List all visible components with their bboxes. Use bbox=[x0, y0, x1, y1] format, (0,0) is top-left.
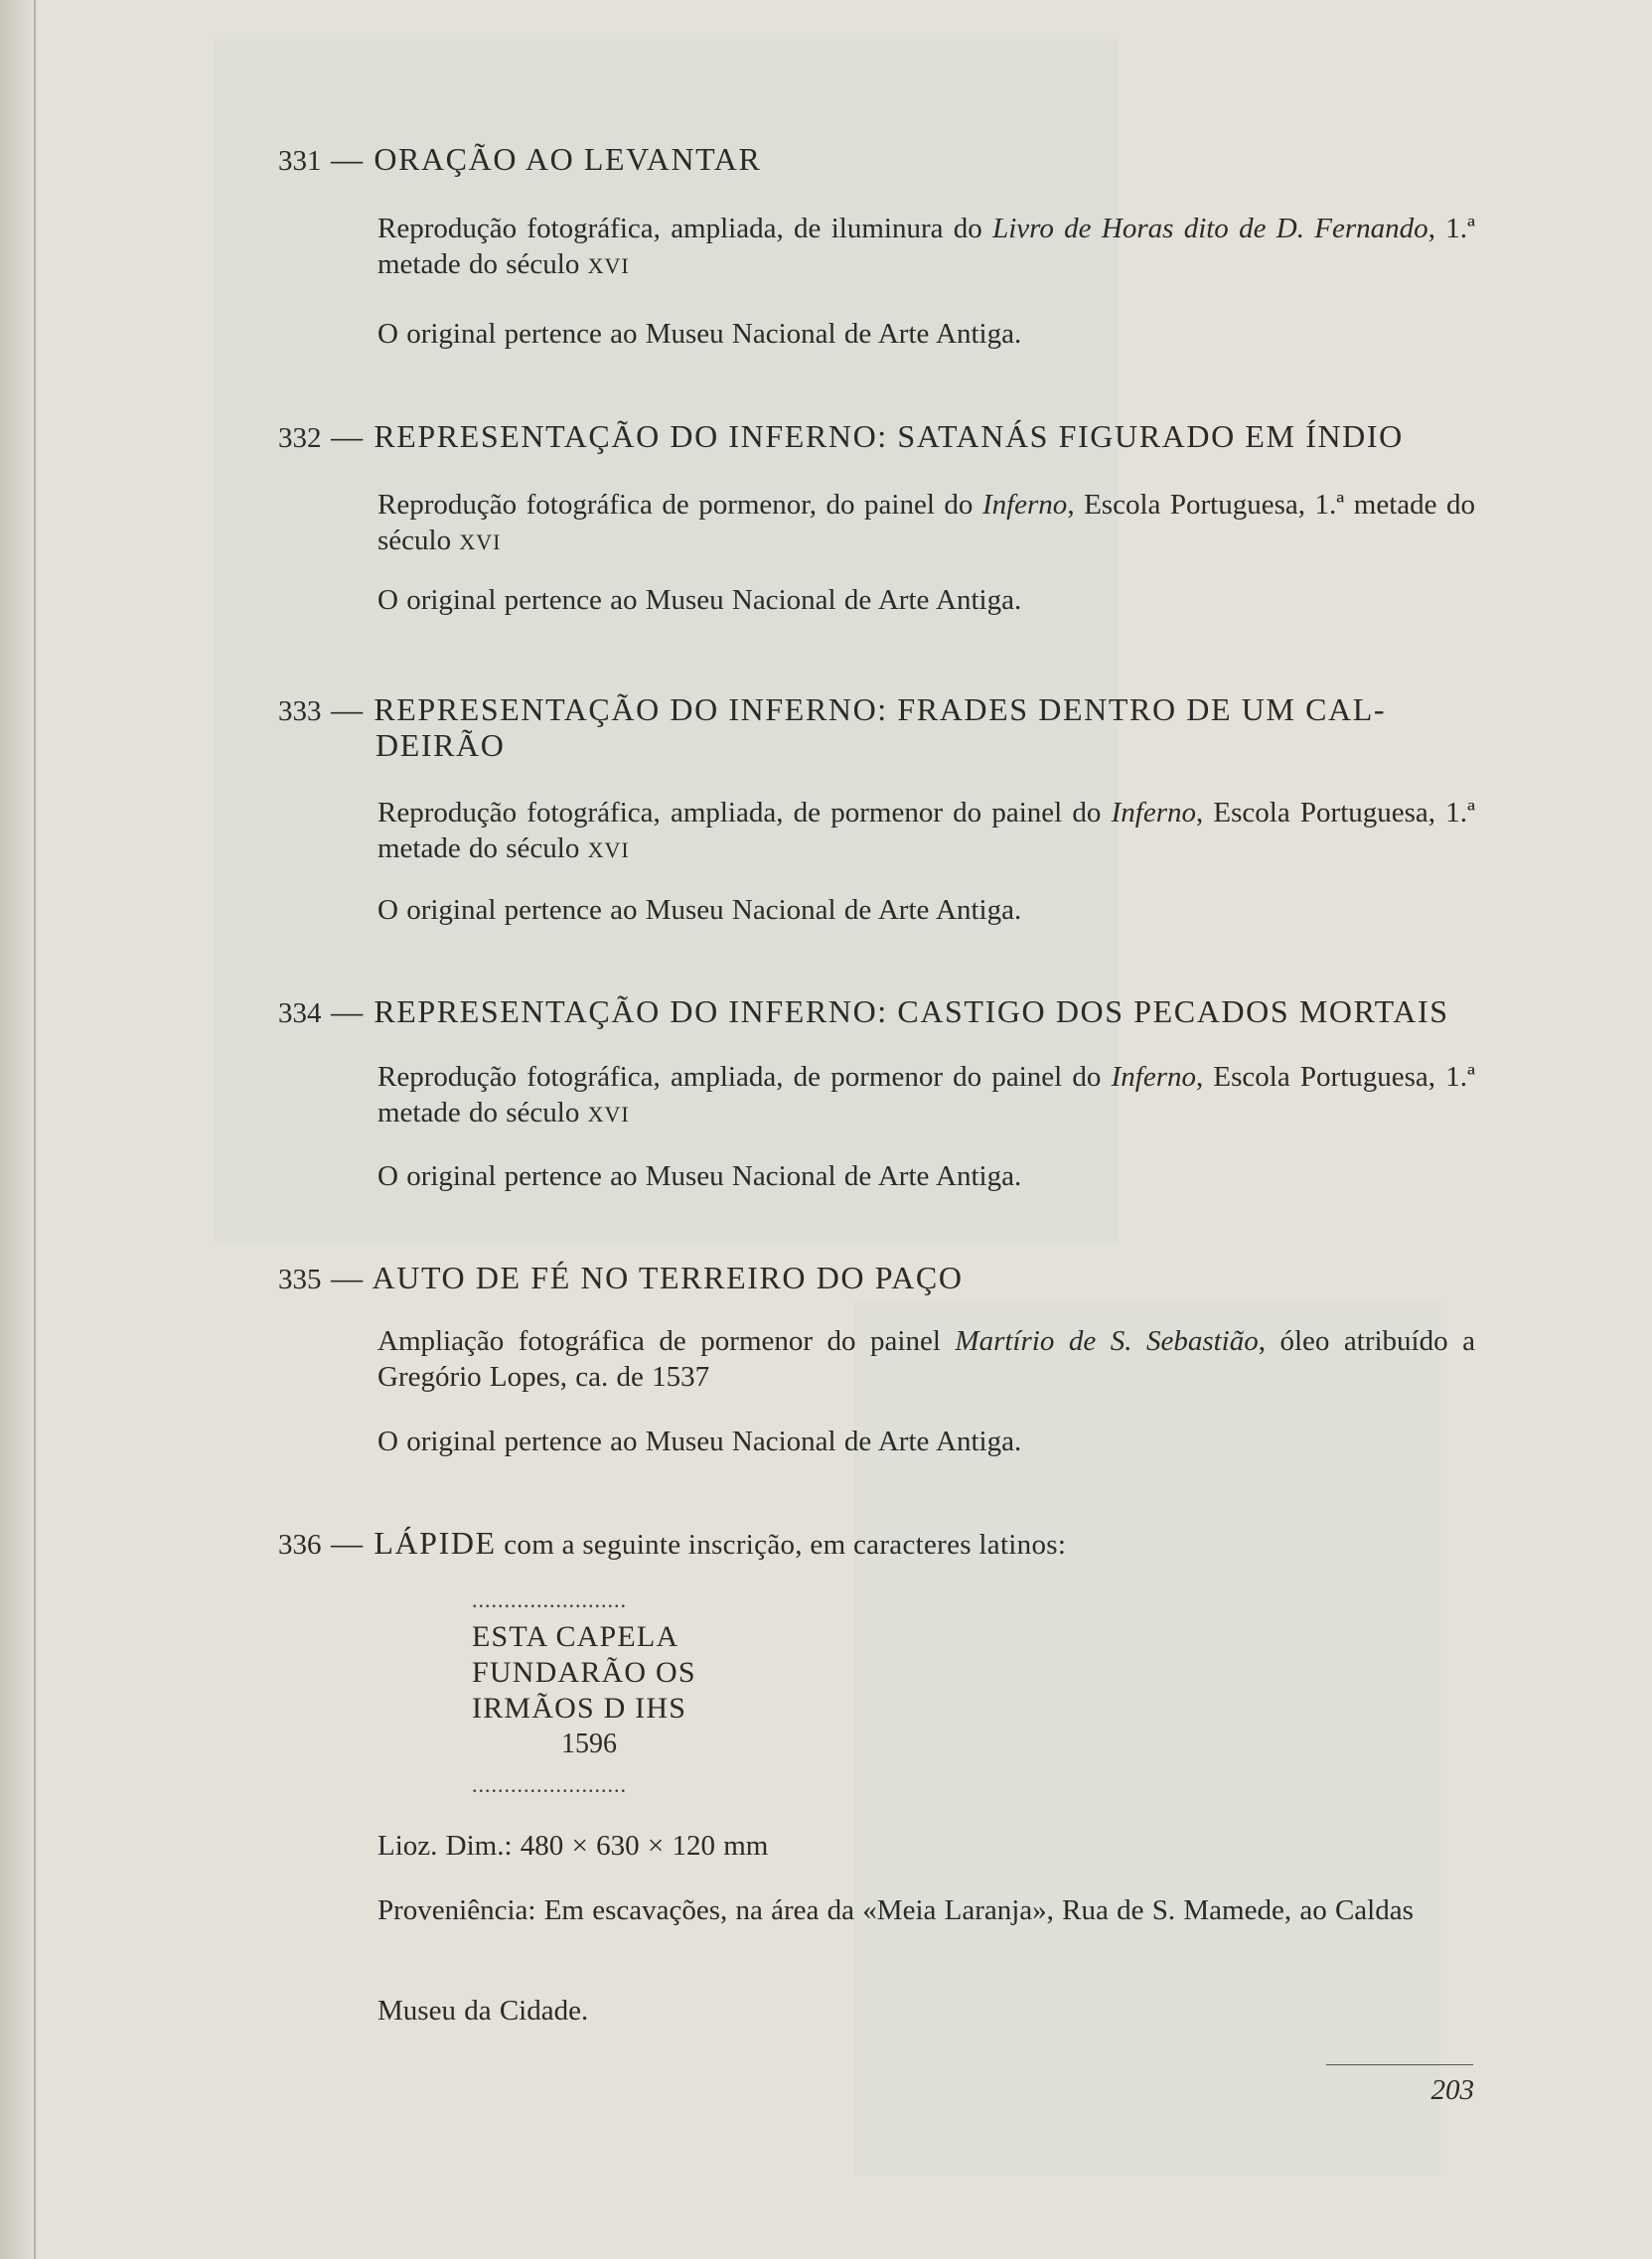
entry-332-owner: O original pertence ao Museu Nacional de Arte Antiga. bbox=[377, 584, 1022, 616]
entry-333-owner: O original pertence ao Museu Nacional de Arte Antiga. bbox=[377, 894, 1022, 926]
entry-335-description: Ampliação fotográfica de pormenor do painel Martírio de S. Sebastião, óleo atribuído a Gregório Lopes, ca. de 1537 bbox=[377, 1325, 1475, 1393]
entry-336-provenance: Proveniência: Em escavações, na área da «Meia Laranja», Rua de S. Mamede, ao Caldas bbox=[377, 1894, 1414, 1926]
footer-rule bbox=[1326, 2064, 1473, 2065]
entry-332-description: Reprodução fotográfica de pormenor, do painel do Inferno, Escola Portuguesa, 1.ª metade do século XVI bbox=[377, 489, 1475, 556]
inscription-line-3: IRMÃOS D IHS bbox=[472, 1692, 687, 1725]
page-binding-shadow bbox=[0, 0, 36, 2259]
entry-336-location: Museu da Cidade. bbox=[377, 1995, 589, 2027]
entry-331-owner: O original pertence ao Museu Nacional de Arte Antiga. bbox=[377, 318, 1022, 350]
entry-335-title: 335 — AUTO DE FÉ NO TERREIRO DO PAÇO bbox=[278, 1260, 964, 1295]
entry-334-title: 334 — REPRESENTAÇÃO DO INFERNO: CASTIGO DOS PECADOS MORTAIS bbox=[278, 993, 1449, 1029]
inscription-year: 1596 bbox=[561, 1729, 617, 1759]
entry-335-owner: O original pertence ao Museu Nacional de Arte Antiga. bbox=[377, 1426, 1022, 1457]
entry-336-material: Lioz. Dim.: 480 × 630 × 120 mm bbox=[377, 1830, 769, 1862]
entry-331-title: 331 — ORAÇÃO AO LEVANTAR bbox=[278, 141, 762, 177]
entry-332-title: 332 — REPRESENTAÇÃO DO INFERNO: SATANÁS FIGURADO EM ÍNDIO bbox=[278, 418, 1404, 454]
inscription-bottom-dots: ........................ bbox=[472, 1772, 627, 1797]
entry-334-description: Reprodução fotográfica, ampliada, de pormenor do painel do Inferno, Escola Portuguesa, 1.ª metade do século XVI bbox=[377, 1061, 1475, 1129]
entry-336-title: 336 — LÁPIDE com a seguinte inscrição, em caracteres latinos: bbox=[278, 1525, 1067, 1561]
page-number: 203 bbox=[1430, 2074, 1474, 2106]
entry-333-title: 333 — REPRESENTAÇÃO DO INFERNO: FRADES DENTRO DE UM CAL- bbox=[278, 691, 1387, 727]
page-binding-edge bbox=[34, 0, 36, 2259]
entry-331-description: Reprodução fotográfica, ampliada, de iluminura do Livro de Horas dito de D. Fernando, 1.ª metade do século XVI bbox=[377, 213, 1475, 280]
inscription-line-2: FUNDARÃO OS bbox=[472, 1656, 696, 1689]
entry-334-owner: O original pertence ao Museu Nacional de Arte Antiga. bbox=[377, 1160, 1022, 1192]
inscription-line-1: ESTA CAPELA bbox=[472, 1620, 679, 1653]
entry-333-title-continued: DEIRÃO bbox=[375, 727, 506, 763]
entry-333-description: Reprodução fotográfica, ampliada, de pormenor do painel do Inferno, Escola Portuguesa, 1.ª metade do século XVI bbox=[377, 797, 1475, 864]
inscription-top-dots: ........................ bbox=[472, 1587, 627, 1612]
